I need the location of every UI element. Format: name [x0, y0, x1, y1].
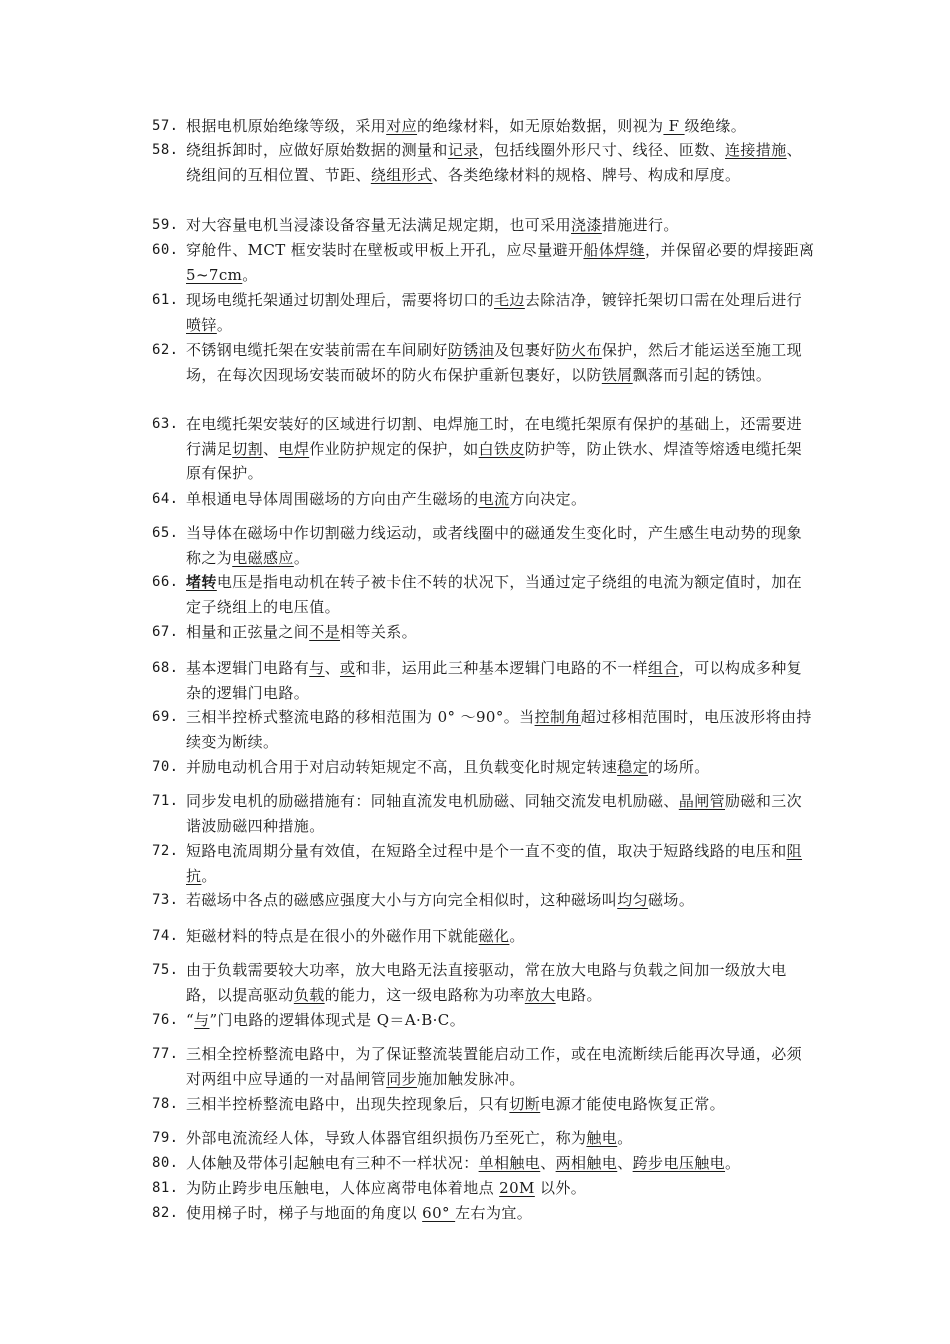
question-text-segment: 相等关系。 [340, 623, 418, 641]
question-text-segment: “ [186, 1011, 195, 1029]
answer-blank: 稳定 [617, 758, 649, 776]
question-number: 80. [152, 1155, 179, 1171]
question-item [152, 958, 817, 1007]
question-text-segment: 的场所。 [648, 758, 710, 776]
question-text [186, 888, 817, 913]
question-item [152, 888, 817, 913]
answer-blank: 磁化 [478, 927, 510, 945]
question-text-segment: 。 [216, 315, 233, 334]
question-text-segment: 外部电流流经人体，导致人体器官组织损伤乃至死亡，称为 [186, 1129, 587, 1147]
question-item [152, 521, 817, 570]
question-number: 81. [152, 1180, 179, 1196]
question-text-segment: 由于负载需要较大功率，放大电路无法直接驱动，常在放大电路与负载之间加一级放大电路，以提高驱动 [186, 961, 787, 1004]
answer-blank: 喷锌 [186, 315, 217, 334]
answer-blank: 两相触电 [555, 1154, 618, 1172]
question-text-segment: 短路电流周期分量有效值，在短路全过程中是个一直不变的值，取决于短路线路的电压和 [186, 842, 787, 860]
question-text-segment: 超过移相范围时，电压波形将由持续变为断续。 [186, 708, 812, 751]
question-item [152, 138, 817, 187]
question-item [152, 338, 817, 387]
question-text-segment: 若磁场中各点的磁感应强度大小与方向完全相似时，这种磁场叫 [186, 891, 618, 909]
question-item [152, 620, 817, 645]
answer-blank: 电焊 [278, 439, 310, 458]
question-text-segment: 磁场。 [648, 891, 695, 909]
answer-blank: 或 [340, 659, 356, 677]
question-text-segment: 为防止跨步电压触电，人体应离带电体着地点 [186, 1179, 500, 1197]
answer-blank: 60° [422, 1204, 456, 1222]
question-item [152, 1151, 817, 1176]
question-number: 59. [152, 217, 179, 233]
question-text-segment: 相量和正弦量之间 [186, 623, 310, 641]
answer-blank: 与 [309, 659, 325, 677]
question-text-segment: 在电缆托架安装好的区域进行切割、电焊施工时，在电缆托架原有保护的基础上，还需要进行满足 [186, 415, 803, 458]
question-text-segment: 防护等，防止铁水、焊渣等熔透电缆托架原有保护。 [186, 439, 803, 482]
question-number: 78. [152, 1096, 179, 1112]
question-text-segment: 矩磁材料的特点是在很小的外磁作用下就能 [186, 927, 479, 945]
question-text-segment: 级绝缘。 [684, 117, 747, 135]
question-text-segment: ”门电路的逻辑体现式是 Q＝A·B·C。 [209, 1011, 466, 1029]
answer-blank: 单相触电 [478, 1154, 541, 1172]
question-text-segment: 的能力，这一级电路称为功率 [324, 985, 525, 1004]
question-number: 57. [152, 118, 179, 134]
question-text [186, 138, 817, 187]
answer-blank: 连接措施 [725, 141, 787, 159]
answer-blank: 浇漆 [571, 216, 602, 234]
question-item [152, 789, 817, 838]
question-text-segment: 。 [617, 1129, 633, 1147]
answer-blank: 切割 [232, 439, 264, 458]
question-text-segment: 方向决定。 [509, 490, 587, 508]
question-number: 66. [152, 574, 179, 590]
question-text [186, 924, 817, 949]
question-item [152, 114, 817, 139]
question-text-segment: 、 [263, 439, 279, 458]
question-number: 61. [152, 292, 179, 308]
answer-blank: 不是 [309, 623, 341, 641]
question-number: 65. [152, 525, 179, 541]
question-text [186, 755, 817, 780]
question-text [186, 521, 817, 570]
question-number: 68. [152, 660, 179, 676]
answer-blank: 毛边 [494, 291, 525, 309]
question-text [186, 1008, 817, 1033]
answer-blank: 控制角 [534, 708, 581, 726]
question-text-segment: 现场电缆托架通过切割处理后，需要将切口的 [186, 291, 495, 309]
question-text-segment: ，包括线圈外形尺寸、线径、匝数、 [478, 141, 726, 159]
question-text-segment: 措施进行。 [601, 216, 679, 234]
answer-blank: 铁屑 [601, 365, 633, 384]
question-text-segment: 电源才能使电路恢复正常。 [540, 1095, 726, 1113]
question-text [186, 839, 817, 888]
answer-blank: 放大 [524, 985, 556, 1004]
question-number: 75. [152, 962, 179, 978]
answer-blank: 电磁感应 [232, 548, 294, 567]
question-text-segment: 励磁和三次谐波励磁四种措施。 [186, 792, 803, 835]
answer-blank: 电流 [478, 490, 510, 508]
question-number: 77. [152, 1046, 179, 1062]
question-text-segment: 。 [725, 1154, 741, 1172]
question-number: 64. [152, 491, 179, 507]
answer-blank: 白铁皮 [478, 439, 525, 458]
question-item [152, 1042, 817, 1091]
question-text [186, 789, 817, 838]
answer-blank: 阻抗 [186, 842, 803, 885]
answer-blank: 对应 [386, 117, 418, 135]
question-text [186, 1151, 817, 1176]
answer-blank: 切断 [509, 1095, 541, 1113]
answer-blank: 负载 [293, 985, 325, 1004]
question-text-segment: 及包裹好 [494, 341, 556, 359]
answer-blank: 同步 [386, 1069, 418, 1088]
question-item [152, 924, 817, 949]
question-text [186, 412, 817, 486]
question-text-segment: 使用梯子时，梯子与地面的角度以 [186, 1204, 423, 1222]
answer-blank: 记录 [447, 141, 479, 159]
question-number: 82. [152, 1205, 179, 1221]
question-item [152, 1092, 817, 1117]
question-text-segment: 三相半控桥式整流电路的移相范围为 0° ～90°。当 [186, 708, 535, 726]
answer-blank: F [663, 117, 685, 135]
question-text-segment: 人体触及带体引起触电有三种不一样状况： [186, 1154, 479, 1172]
question-text-segment: ，可以构成多种复杂的逻辑门电路。 [186, 659, 803, 702]
question-text [186, 570, 817, 619]
question-number: 71. [152, 793, 179, 809]
question-text-segment: 当导体在磁场中作切割磁力线运动，或者线圈中的磁通发生变化时，产生感生电动势的现象称之为 [186, 524, 803, 567]
answer-blank: 船体焊缝 [583, 241, 646, 259]
answer-blank: 堵转 [186, 573, 217, 591]
question-item [152, 1176, 817, 1201]
question-text [186, 1042, 817, 1091]
question-text [186, 288, 817, 337]
answer-blank: 跨步电压触电 [632, 1154, 726, 1172]
answer-blank: 均匀 [617, 891, 649, 909]
question-text-segment: 飘落而引起的锈蚀。 [632, 365, 772, 384]
answer-blank: 防锈油 [447, 341, 495, 359]
answer-blank: 触电 [586, 1129, 618, 1147]
question-number: 58. [152, 142, 179, 158]
question-text [186, 1126, 817, 1151]
question-item [152, 705, 817, 754]
question-item [152, 487, 817, 512]
question-text-segment: 对大容量电机当浸漆设备容量无法满足规定期，也可采用 [186, 216, 572, 234]
question-number: 72. [152, 843, 179, 859]
question-text-segment: 保护，然后才能运送至施工现场，在每次因现场安装而破坏的防火布保护重新包裹好，以防 [186, 341, 803, 384]
question-text-segment: 去除洁净，镀锌托架切口需在处理后进行 [524, 291, 803, 309]
question-number: 76. [152, 1012, 179, 1028]
question-text-segment: 的绝缘材料，如无原始数据，则视为 [417, 117, 664, 135]
question-number: 79. [152, 1130, 179, 1146]
question-number: 67. [152, 624, 179, 640]
question-number: 69. [152, 709, 179, 725]
question-text-segment: 、绕组间的互相位置、节距、 [186, 141, 803, 184]
question-text-segment: 和非，运用此三种基本逻辑门电路的不一样 [355, 659, 649, 677]
question-text-segment: 基本逻辑门电路有 [186, 659, 310, 677]
question-text-segment: 。 [293, 548, 310, 567]
question-text [186, 487, 817, 512]
question-text-segment: 、 [540, 1154, 556, 1172]
question-text-segment: 、 [324, 659, 341, 677]
answer-blank: 与 [194, 1011, 210, 1029]
question-text [186, 1201, 817, 1226]
question-number: 60. [152, 242, 179, 258]
question-text-segment: 根据电机原始绝缘等级，采用 [186, 117, 387, 135]
question-text [186, 213, 817, 238]
question-item [152, 238, 817, 287]
question-text [186, 1176, 817, 1201]
question-item [152, 570, 817, 619]
answer-blank: 20M [499, 1179, 535, 1197]
question-text-segment: 单根通电导体周围磁场的方向由产生磁场的 [186, 490, 479, 508]
question-item [152, 288, 817, 337]
question-number: 74. [152, 928, 179, 944]
question-text-segment: 同步发电机的励磁措施有：同轴直流发电机励磁、同轴交流发电机励磁、 [186, 792, 679, 810]
question-text-segment: 。 [201, 866, 217, 885]
question-text-segment: ，并保留必要的焊接距离 [645, 241, 815, 259]
answer-blank: 5~7cm [186, 265, 243, 284]
question-number: 73. [152, 892, 179, 908]
question-text [186, 705, 817, 754]
question-text-segment: 电路。 [555, 985, 602, 1004]
question-text-segment: 、 [617, 1154, 633, 1172]
question-item [152, 755, 817, 780]
answer-blank: 组合 [648, 659, 679, 677]
question-item [152, 1201, 817, 1226]
question-text-segment: 电压是指电动机在转子被卡住不转的状况下，当通过定子绕组的电流为额定值时，加在定子绕组上的电压值。 [186, 573, 803, 616]
question-number: 62. [152, 342, 179, 358]
question-text [186, 338, 817, 387]
answer-blank: 防火布 [555, 341, 602, 359]
question-item [152, 1126, 817, 1151]
question-text-segment: 。 [509, 927, 525, 945]
question-text [186, 656, 817, 705]
answer-blank: 绕组形式 [370, 165, 433, 184]
question-text-segment: 三相全控桥整流电路中，为了保证整流装置能启动工作，或在电流断续后能再次导通，必须对两组中应导通的一对晶闸管 [186, 1045, 803, 1088]
question-item [152, 839, 817, 888]
question-text-segment: 并励电动机合用于对启动转矩规定不高，且负载变化时规定转速 [186, 758, 618, 776]
question-text-segment: 施加触发脉冲。 [417, 1069, 525, 1088]
question-text-segment: 左右为宜。 [455, 1204, 533, 1222]
question-text [186, 958, 817, 1007]
question-text-segment: 。 [242, 265, 258, 284]
question-text-segment: 、各类绝缘材料的规格、牌号、构成和厚度。 [432, 165, 741, 184]
question-text-segment: 作业防护规定的保护，如 [309, 439, 479, 458]
question-item [152, 1008, 817, 1033]
question-text-segment: 三相半控桥整流电路中，出现失控现象后，只有 [186, 1095, 510, 1113]
question-text-segment: 以外。 [534, 1179, 587, 1197]
question-text-segment: 不锈钢电缆托架在安装前需在车间刷好 [186, 341, 448, 359]
question-item [152, 412, 817, 486]
question-text [186, 620, 817, 645]
question-number: 63. [152, 416, 179, 432]
question-number: 70. [152, 759, 179, 775]
question-item [152, 213, 817, 238]
question-text [186, 114, 817, 139]
question-text-segment: 穿舱件、MCT 框安装时在壁板或甲板上开孔，应尽量避开 [186, 241, 584, 259]
answer-blank: 晶闸管 [678, 792, 726, 810]
question-item [152, 656, 817, 705]
question-text [186, 238, 817, 287]
question-text-segment: 绕组拆卸时，应做好原始数据的测量和 [186, 141, 448, 159]
question-text [186, 1092, 817, 1117]
